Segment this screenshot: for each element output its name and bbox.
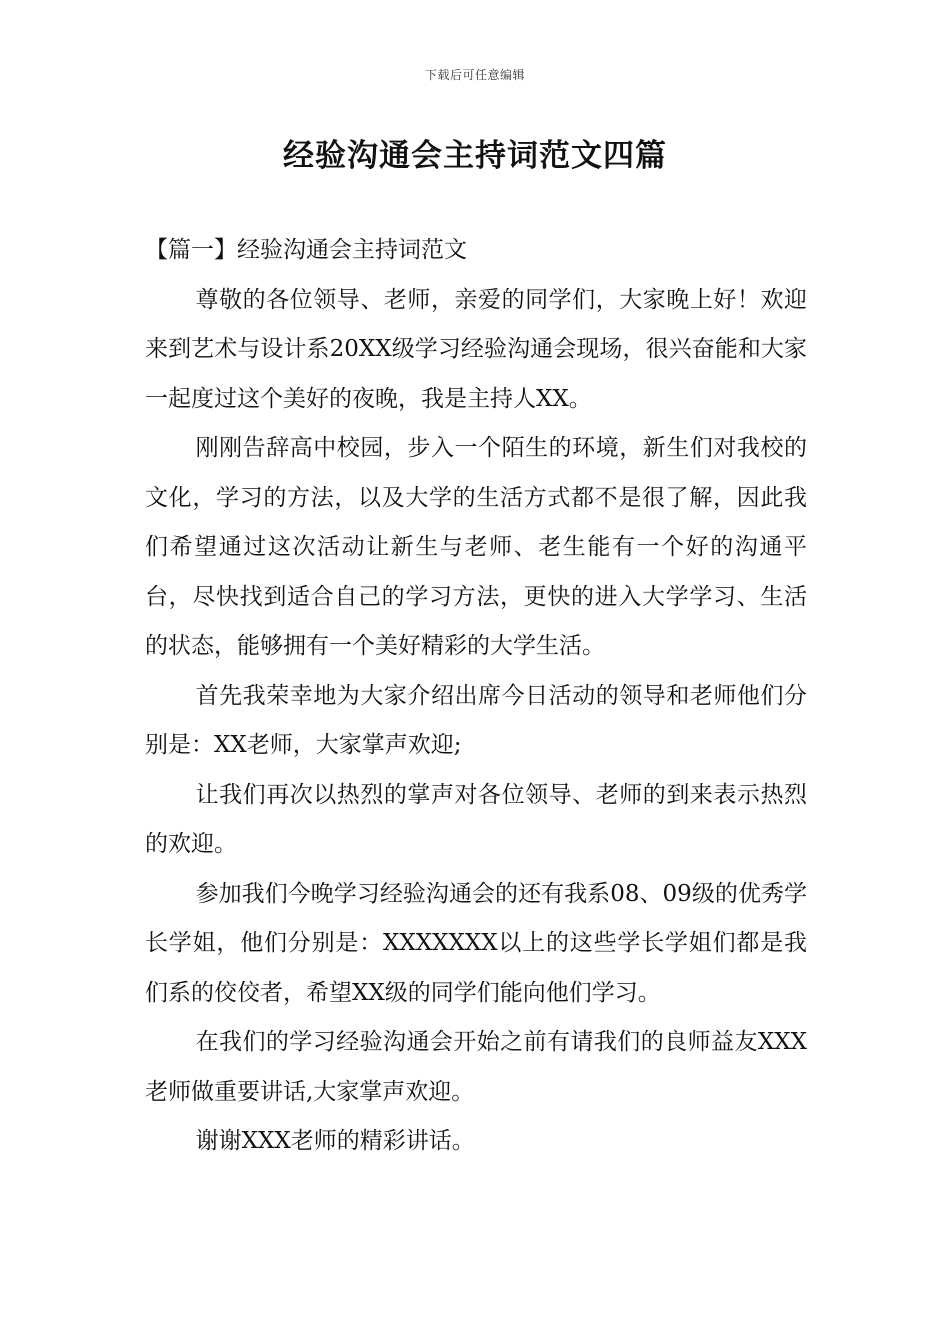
paragraph-purpose: 刚刚告辞高中校园，步入一个陌生的环境，新生们对我校的文化，学习的方法，以及大学的生活方式都不是很了解，因此我们希望通过这次活动让新生与老师、老生能有一个好的沟通平台，尽快找到适合自己的学习方法，更快的进入大学学习、生活的状态，能够拥有一个美好精彩的大学生活。 (145, 435, 807, 659)
paragraph-welcome-applause: 让我们再次以热烈的掌声对各位领导、老师的到来表示热烈的欢迎。 (145, 781, 807, 857)
section-heading: 【篇一】经验沟通会主持词范文 (145, 237, 467, 263)
paragraph-thanks: 谢谢XXX老师的精彩讲话。 (195, 1128, 475, 1154)
header-note: 下载后可任意编辑 (424, 68, 525, 82)
paragraph-introduce-leaders: 首先我荣幸地为大家介绍出席今日活动的领导和老师他们分别是：XX老师，大家掌声欢迎; (145, 682, 807, 758)
document-body (145, 226, 807, 1167)
paragraph-greeting: 尊敬的各位领导、老师，亲爱的同学们，大家晚上好！欢迎来到艺术与设计系20XX级学习经验沟通会现场，很兴奋能和大家一起度过这个美好的夜晚，我是主持人XX。 (145, 286, 807, 412)
document-title: 经验沟通会主持词范文四篇 (283, 138, 667, 174)
paragraph-invite-speech: 在我们的学习经验沟通会开始之前有请我们的良师益友XXX老师做重要讲话,大家掌声欢迎。 (145, 1029, 807, 1105)
paragraph-seniors: 参加我们今晚学习经验沟通会的还有我系08、09级的优秀学长学姐，他们分别是：XXXXXXX以上的这些学长学姐们都是我们系的佼佼者，希望XX级的同学们能向他们学习。 (145, 880, 807, 1006)
